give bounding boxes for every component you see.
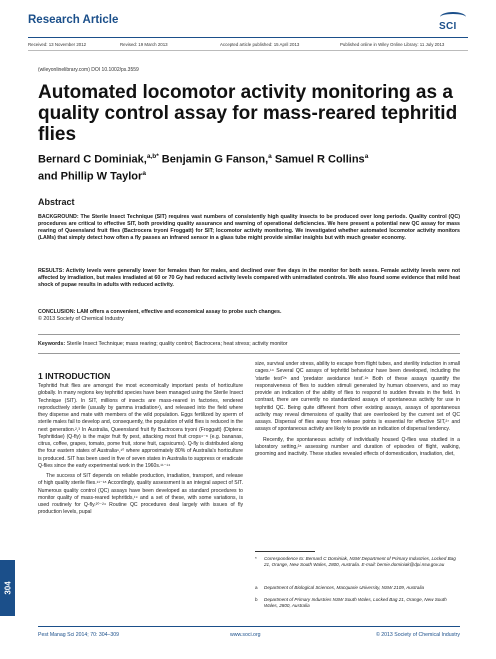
footer-rule	[38, 626, 460, 627]
abstract-conclusion	[38, 309, 460, 323]
column-left	[38, 383, 243, 520]
footer-copyright: © 2013 Society of Chemical Industry	[376, 632, 460, 638]
footnote-mark: b	[255, 597, 258, 602]
abstract-results	[38, 268, 460, 289]
footnote-text[interactable]: Correspondence to: Bernard C Dominiak, NSW Department of Primary Industries, Locked Bag 21, Orange, New South Wales, 2800, Australia. E-mail: bernie.dominiak@dpi.nsw.gov.au	[264, 556, 456, 567]
footnote-affiliation-a	[255, 585, 460, 591]
keywords-line	[38, 341, 460, 347]
paragraph: Tephritid fruit flies are amongst the most economically important pests of horticulture globally. In many regions key tephritid species have been managed using the Sterile Insect Technique (SIT). In SIT, millions of insects are mass-reared in factories, rendered reproductively sterile (usually by gamma irradiation¹), and released into the field where they disperse and mate with members of the wild population. Eggs fertilized by sperm of sterile males fail to develop and, consequently, the population of wild flies is reduced in the next generation.²,³ In Australia, Queensland fruit fly Bactrocera tryoni (Froggatt) (Diptera: Tephritidae) (Q-fly) is the major fruit fly pest, attacking most fruit crops⁴⁻⁸ (e.g. bananas, citrus, coffee, grapes, tomato, pome fruit, stone fruit, capsicums). Q-fly is distributed along the four eastern states of Australia⁹,¹⁰ where approximately 80% of Australia's horticulture is produced. SIT has been used in five of seven states in Australia to suppress or eradicate Q-flies since the early experimental work in the 1960s.¹¹⁻¹⁴	[38, 383, 243, 469]
journal-citation: Pest Manag Sci 2014; 70: 304–309	[38, 632, 120, 638]
footnote-correspondence	[255, 556, 460, 568]
published-date: Published online in Wiley Online Library: 11 July 2013	[340, 42, 445, 47]
author-name: and Phillip W Taylor	[38, 170, 143, 183]
footnote-text: Department of Biological Sciences, Macquarie University, NSW 2109, Australia	[264, 585, 425, 590]
keywords-top-rule	[38, 334, 460, 335]
doi-line[interactable]: (wileyonlinelibrary.com) DOI 10.1002/ps.3559	[38, 67, 139, 73]
abstract-heading: Abstract	[38, 197, 75, 207]
accepted-date: Accepted article published: 15 April 2013	[220, 42, 300, 47]
journal-header	[28, 12, 468, 36]
paragraph: The success of SIT depends on reliable production, irradiation, transport, and release of high quality sterile flies.¹¹⁻¹⁸ Accordingly, quality assessment is an integral aspect of SIT. Numerous quality control (QC) assays have been developed as standard procedures to monitor quality of mass-reared tephritids,¹⁹ and a set of these, with some variations, is used routinely for Q-fly.²⁰⁻²⁴ Routine QC procedures deal largely with issues of fly production levels, pupal	[38, 473, 243, 516]
background-text: The Sterile Insect Technique (SIT) requires vast numbers of consistently high quality insects to be produced over long periods. Quality control (QC) procedures are critical to effective SIT, both providing quality assurance and warning of operational deficiencies. We here present a potential new QC assay for mass rearing of Queensland fruit flies (Bactrocera tryoni Froggatt) for SIT; locomotor activity monitoring. We investigated whether automated locomotor activity monitors (LAMs) that simply detect how often a fly passes an infrared sensor in a glass tube might provide similar insights but with much greater economy.	[38, 214, 460, 242]
author-affil: a,b*	[146, 153, 159, 160]
logo-text: SCI	[439, 21, 457, 32]
dates-rule	[28, 50, 468, 51]
society-website[interactable]: www.soci.org	[230, 632, 261, 638]
author-name: Bernard C Dominiak,	[38, 153, 147, 166]
article-title: Automated locomotor activity monitoring as a quality control assay for mass-reared tephritid flies	[38, 82, 458, 145]
author-list	[38, 150, 458, 183]
column-right	[255, 361, 460, 461]
abstract-background	[38, 214, 460, 242]
page-number-tab	[0, 560, 15, 616]
header-rule	[28, 37, 468, 38]
footnote-affiliation-b	[255, 597, 460, 609]
results-label: RESULTS:	[38, 268, 65, 274]
abstract-copyright: © 2013 Society of Chemical Industry	[38, 316, 124, 323]
section-heading: 1 INTRODUCTION	[38, 371, 111, 381]
background-label: BACKGROUND:	[38, 214, 79, 220]
paragraph: Recently, the spontaneous activity of individually housed Q-flies was studied in a laboratory setting,²⁸ assessing number and duration of episodes of flight, walking, grooming and inactivity. These studies revealed effects of domestication, irradiation, diet,	[255, 436, 460, 457]
footnote-mark: *	[255, 556, 257, 561]
author-name: Samuel R Collins	[271, 153, 365, 166]
keywords-label: Keywords:	[38, 341, 66, 347]
footnote-text: Department of Primary Industries NSW South Wales, Locked Bag 21, Orange, New South Wales, 2800, Australia	[264, 597, 447, 608]
keywords-bottom-rule	[38, 353, 460, 354]
conclusion-text: LAM offers a convenient, effective and economical assay to probe such changes.	[75, 309, 282, 315]
page-number: 304	[3, 581, 12, 595]
sci-logo	[438, 12, 468, 34]
author-name: Benjamin G Fanson,	[158, 153, 269, 166]
footnote-rule	[255, 551, 315, 552]
author-affil: a	[142, 169, 146, 177]
results-text: Activity levels were generally lower for females than for males, and declined over five days in the monitor for both sexes. Female activity levels were not affected by irradiation, but males irradiated at 60 or 70 Gy had reduced activity levels compared with unirradiated controls. We also found some evidence that mild heat shock of pupae results in adults with reduced activity.	[38, 268, 460, 289]
author-affil: a	[364, 153, 369, 160]
conclusion-label: CONCLUSION:	[38, 309, 76, 315]
paragraph: size, survival under stress, ability to escape from flight tubes, and sterility induction in small cages.¹⁹ Several QC assays of tephritid behaviour have been developed, including the 'startle test'²⁵ and 'predator avoidance test'.²⁶ Both of these assays quantify the responsiveness of flies to sudden stimuli generated by human observers, and so may provide an indication of the ability of flies to respond to sudden threats in the field. In contrast, there are currently no standardized assays of spontaneous activity for use in tephritid QC. Being quite different from other existing assays, assays of spontaneous activity may reveal dimensions of quality that are overlooked by the current set of QC assays. Dispersal of flies away from release points is essential for effective SIT,²⁷ and assays of spontaneous activity are likely to provide an indication of dispersal tendency.	[255, 361, 460, 433]
article-type: Research Article	[28, 14, 119, 26]
received-date: Received: 13 November 2012	[28, 42, 87, 47]
author-affil: a	[268, 153, 272, 160]
footnote-mark: a	[255, 585, 258, 590]
revised-date: Revised: 19 March 2013	[120, 42, 168, 47]
keywords-text: Sterile Insect Technique; mass rearing; quality control; Bactrocera; heat stress; activity monitor	[65, 341, 288, 347]
